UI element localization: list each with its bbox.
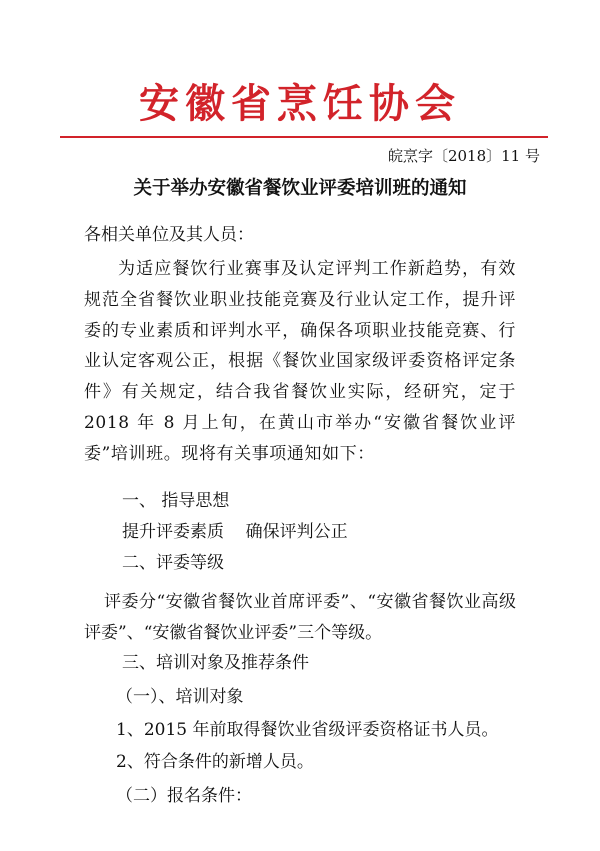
letterhead-org-name: 安徽省烹饪协会 [139, 80, 461, 127]
section-heading-guiding-principle: 一、 指导思想 [122, 491, 230, 511]
list-item-new-candidates: 2、符合条件的新增人员。 [116, 752, 314, 772]
guiding-principle-text: 提升评委素质 确保评判公正 [122, 522, 348, 542]
document-title: 关于举办安徽省餐饮业评委培训班的通知 [133, 178, 467, 199]
list-item-existing-judges: 1、2015 年前取得餐饮业省级评委资格证书人员。 [116, 720, 499, 740]
intro-paragraph: 为适应餐饮行业赛事及认定评判工作新趋势，有效规范全省餐饮业职业技能竞赛及行业认定工作，提升评委的专业素质和评判水平，确保各项职业技能竞赛、行业认定客观公正，根据《餐饮业国家级评委资格评定条件》有关规定，结合我省餐饮业实际，经研究，定于 2018 年 8 月上旬，在黄山市举办“安徽省餐饮业评委”培训班。现将有关事项通知如下： [84, 259, 516, 464]
judge-levels-paragraph: 评委分“安徽省餐饮业首席评委”、“安徽省餐饮业高级评委”、“安徽省餐饮业评委”三个等级。 [84, 592, 516, 643]
document-number: 皖烹字〔2018〕11 号 [387, 147, 540, 165]
subsection-heading-training-targets: （一）、培训对象 [116, 687, 244, 707]
section-heading-training-targets: 三、培训对象及推荐条件 [122, 653, 309, 673]
salutation: 各相关单位及其人员： [84, 225, 254, 245]
section-heading-judge-levels: 二、评委等级 [122, 553, 224, 573]
letterhead-divider [60, 136, 548, 138]
subsection-heading-registration: （二）报名条件： [116, 786, 252, 806]
